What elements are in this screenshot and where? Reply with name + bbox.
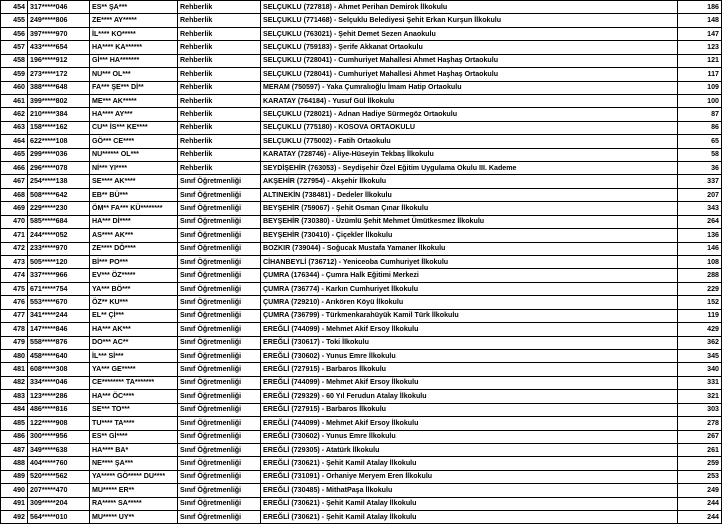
school-cell: BEYŞEHİR (730380) - Üzümlü Şehit Mehmet Ümütkesmez İlkokulu bbox=[261, 215, 678, 228]
row-index-cell: 488 bbox=[1, 457, 28, 470]
table-row bbox=[1, 54, 722, 67]
masked-id-cell: 486*****816 bbox=[28, 403, 90, 416]
branch-cell: Sınıf Öğretmenliği bbox=[178, 457, 261, 470]
school-cell: ÇUMRA (736799) - Türkmenkarahüyük Kamil Türk İlkokulu bbox=[261, 309, 678, 322]
table-row bbox=[1, 14, 722, 27]
masked-name-cell: ES** Gİ**** bbox=[90, 430, 178, 443]
table-row bbox=[1, 68, 722, 81]
masked-id-cell: 296*****078 bbox=[28, 162, 90, 175]
score-cell: 337 bbox=[678, 175, 722, 188]
table-row bbox=[1, 94, 722, 107]
school-cell: SELÇUKLU (759183) - Şerife Akkanat Ortaokulu bbox=[261, 41, 678, 54]
masked-id-cell: 207*****470 bbox=[28, 484, 90, 497]
masked-id-cell: 608*****308 bbox=[28, 363, 90, 376]
table-row bbox=[1, 390, 722, 403]
school-cell: EREĞLİ (730602) - Yunus Emre İlkokulu bbox=[261, 349, 678, 362]
branch-cell: Rehberlik bbox=[178, 14, 261, 27]
masked-id-cell: 585*****684 bbox=[28, 215, 90, 228]
table-row bbox=[1, 309, 722, 322]
school-cell: EREĞLİ (730602) - Yunus Emre İlkokulu bbox=[261, 430, 678, 443]
table-row bbox=[1, 81, 722, 94]
score-cell: 109 bbox=[678, 81, 722, 94]
table-row bbox=[1, 457, 722, 470]
masked-name-cell: NU****** OL*** bbox=[90, 148, 178, 161]
masked-id-cell: 671*****754 bbox=[28, 282, 90, 295]
branch-cell: Sınıf Öğretmenliği bbox=[178, 282, 261, 295]
branch-cell: Rehberlik bbox=[178, 41, 261, 54]
table-row bbox=[1, 229, 722, 242]
score-cell: 146 bbox=[678, 242, 722, 255]
school-cell: ÇUMRA (729210) - Arıkören Köyü İlkokulu bbox=[261, 296, 678, 309]
row-index-cell: 474 bbox=[1, 269, 28, 282]
masked-id-cell: 553*****670 bbox=[28, 296, 90, 309]
branch-cell: Sınıf Öğretmenliği bbox=[178, 242, 261, 255]
masked-id-cell: 244*****052 bbox=[28, 229, 90, 242]
table-row bbox=[1, 269, 722, 282]
table-row bbox=[1, 121, 722, 134]
masked-id-cell: 558*****876 bbox=[28, 336, 90, 349]
row-index-cell: 481 bbox=[1, 363, 28, 376]
school-cell: EREĞLİ (744099) - Mehmet Akif Ersoy İlkokulu bbox=[261, 417, 678, 430]
row-index-cell: 454 bbox=[1, 1, 28, 14]
row-index-cell: 462 bbox=[1, 108, 28, 121]
masked-id-cell: 337*****966 bbox=[28, 269, 90, 282]
table-row bbox=[1, 215, 722, 228]
row-index-cell: 485 bbox=[1, 417, 28, 430]
masked-name-cell: ES** ŞA*** bbox=[90, 1, 178, 14]
score-cell: 108 bbox=[678, 256, 722, 269]
school-cell: EREĞLİ (729329) - 60 Yıl Ferudun Atalay İlkokulu bbox=[261, 390, 678, 403]
masked-id-cell: 249*****806 bbox=[28, 14, 90, 27]
table-row bbox=[1, 108, 722, 121]
masked-id-cell: 273*****172 bbox=[28, 68, 90, 81]
masked-id-cell: 564*****010 bbox=[28, 511, 90, 524]
table-row bbox=[1, 363, 722, 376]
table-row bbox=[1, 242, 722, 255]
score-cell: 429 bbox=[678, 323, 722, 336]
masked-id-cell: 196*****912 bbox=[28, 54, 90, 67]
branch-cell: Sınıf Öğretmenliği bbox=[178, 363, 261, 376]
score-cell: 186 bbox=[678, 1, 722, 14]
table-row bbox=[1, 349, 722, 362]
masked-name-cell: YA*** BÖ*** bbox=[90, 282, 178, 295]
masked-id-cell: 622*****108 bbox=[28, 135, 90, 148]
branch-cell: Sınıf Öğretmenliği bbox=[178, 229, 261, 242]
school-cell: EREĞLİ (730617) - Toki İlkokulu bbox=[261, 336, 678, 349]
branch-cell: Rehberlik bbox=[178, 68, 261, 81]
branch-cell: Sınıf Öğretmenliği bbox=[178, 390, 261, 403]
score-cell: 207 bbox=[678, 188, 722, 201]
score-cell: 100 bbox=[678, 94, 722, 107]
score-cell: 261 bbox=[678, 443, 722, 456]
score-cell: 249 bbox=[678, 484, 722, 497]
table-row bbox=[1, 323, 722, 336]
row-index-cell: 479 bbox=[1, 336, 28, 349]
score-cell: 58 bbox=[678, 148, 722, 161]
masked-name-cell: SE*** TO*** bbox=[90, 403, 178, 416]
table-row bbox=[1, 282, 722, 295]
table-row bbox=[1, 417, 722, 430]
score-cell: 331 bbox=[678, 376, 722, 389]
masked-id-cell: 334*****046 bbox=[28, 376, 90, 389]
score-cell: 65 bbox=[678, 135, 722, 148]
score-cell: 264 bbox=[678, 215, 722, 228]
masked-name-cell: ZE**** AY***** bbox=[90, 14, 178, 27]
masked-id-cell: 397*****970 bbox=[28, 27, 90, 40]
branch-cell: Sınıf Öğretmenliği bbox=[178, 403, 261, 416]
masked-name-cell: ÖM** FA*** KÜ******** bbox=[90, 202, 178, 215]
masked-id-cell: 158*****162 bbox=[28, 121, 90, 134]
row-index-cell: 457 bbox=[1, 41, 28, 54]
school-cell: KARATAY (764184) - Yusuf Gül İlkokulu bbox=[261, 94, 678, 107]
masked-name-cell: CU** İS*** KE**** bbox=[90, 121, 178, 134]
table-row bbox=[1, 256, 722, 269]
table-row bbox=[1, 497, 722, 510]
row-index-cell: 476 bbox=[1, 296, 28, 309]
table-row bbox=[1, 336, 722, 349]
branch-cell: Sınıf Öğretmenliği bbox=[178, 484, 261, 497]
row-index-cell: 484 bbox=[1, 403, 28, 416]
table-body bbox=[1, 1, 722, 524]
branch-cell: Sınıf Öğretmenliği bbox=[178, 202, 261, 215]
score-cell: 152 bbox=[678, 296, 722, 309]
branch-cell: Sınıf Öğretmenliği bbox=[178, 336, 261, 349]
branch-cell: Rehberlik bbox=[178, 1, 261, 14]
branch-cell: Sınıf Öğretmenliği bbox=[178, 215, 261, 228]
masked-name-cell: HA**** BA* bbox=[90, 443, 178, 456]
masked-id-cell: 233*****970 bbox=[28, 242, 90, 255]
table-row bbox=[1, 470, 722, 483]
row-index-cell: 486 bbox=[1, 430, 28, 443]
masked-name-cell: NU*** OL*** bbox=[90, 68, 178, 81]
masked-id-cell: 520*****562 bbox=[28, 470, 90, 483]
school-cell: SELÇUKLU (728021) - Adnan Hadiye Sürmegöz Ortaokulu bbox=[261, 108, 678, 121]
school-cell: EREĞLİ (744099) - Mehmet Akif Ersoy İlkokulu bbox=[261, 376, 678, 389]
masked-name-cell: RA***** SA***** bbox=[90, 497, 178, 510]
masked-id-cell: 210*****384 bbox=[28, 108, 90, 121]
masked-name-cell: İL**** KO***** bbox=[90, 27, 178, 40]
school-cell: CİHANBEYLİ (736712) - Yeniceoba Cumhuriyet İlkokulu bbox=[261, 256, 678, 269]
masked-id-cell: 388*****648 bbox=[28, 81, 90, 94]
score-cell: 340 bbox=[678, 363, 722, 376]
masked-name-cell: TU**** TA**** bbox=[90, 417, 178, 430]
table-row bbox=[1, 443, 722, 456]
branch-cell: Rehberlik bbox=[178, 135, 261, 148]
row-index-cell: 475 bbox=[1, 282, 28, 295]
row-index-cell: 489 bbox=[1, 470, 28, 483]
school-cell: SEYDİŞEHİR (763053) - Seydişehir Özel Eğitim Uygulama Okulu III. Kademe bbox=[261, 162, 678, 175]
masked-name-cell: HA*** ÖC**** bbox=[90, 390, 178, 403]
branch-cell: Rehberlik bbox=[178, 27, 261, 40]
score-cell: 253 bbox=[678, 470, 722, 483]
school-cell: AKŞEHİR (727954) - Akşehir İlkokulu bbox=[261, 175, 678, 188]
score-cell: 121 bbox=[678, 54, 722, 67]
masked-name-cell: CE******** TA******* bbox=[90, 376, 178, 389]
table-row bbox=[1, 511, 722, 524]
school-cell: SELÇUKLU (727818) - Ahmet Perihan Demirok İlkokulu bbox=[261, 1, 678, 14]
score-cell: 147 bbox=[678, 27, 722, 40]
masked-id-cell: 317*****046 bbox=[28, 1, 90, 14]
row-index-cell: 460 bbox=[1, 81, 28, 94]
school-cell: EREĞLİ (744099) - Mehmet Akif Ersoy İlkokulu bbox=[261, 323, 678, 336]
masked-name-cell: ME*** AK***** bbox=[90, 94, 178, 107]
score-cell: 87 bbox=[678, 108, 722, 121]
school-cell: BOZKIR (739044) - Soğucak Mustafa Yamaner İlkokulu bbox=[261, 242, 678, 255]
table-row bbox=[1, 296, 722, 309]
school-cell: EREĞLİ (731091) - Orhaniye Meryem Eren İlkokulu bbox=[261, 470, 678, 483]
masked-id-cell: 299*****036 bbox=[28, 148, 90, 161]
school-cell: EREĞLİ (729305) - Atatürk İlkokulu bbox=[261, 443, 678, 456]
school-cell: ÇUMRA (176344) - Çumra Halk Eğitimi Merkezi bbox=[261, 269, 678, 282]
row-index-cell: 465 bbox=[1, 148, 28, 161]
table-row bbox=[1, 175, 722, 188]
table-row bbox=[1, 1, 722, 14]
branch-cell: Sınıf Öğretmenliği bbox=[178, 443, 261, 456]
school-cell: SELÇUKLU (728041) - Cumhuriyet Mahallesi Ahmet Haşhaş Ortaokulu bbox=[261, 54, 678, 67]
score-cell: 36 bbox=[678, 162, 722, 175]
branch-cell: Sınıf Öğretmenliği bbox=[178, 269, 261, 282]
table-row bbox=[1, 27, 722, 40]
school-cell: MERAM (750597) - Yaka Çumralıoğlu İmam Hatip Ortaokulu bbox=[261, 81, 678, 94]
masked-id-cell: 254*****138 bbox=[28, 175, 90, 188]
branch-cell: Sınıf Öğretmenliği bbox=[178, 296, 261, 309]
masked-name-cell: NE**** ŞA*** bbox=[90, 457, 178, 470]
masked-id-cell: 341*****244 bbox=[28, 309, 90, 322]
masked-name-cell: EL** Çİ*** bbox=[90, 309, 178, 322]
score-cell: 119 bbox=[678, 309, 722, 322]
masked-id-cell: 404*****760 bbox=[28, 457, 90, 470]
row-index-cell: 470 bbox=[1, 215, 28, 228]
row-index-cell: 469 bbox=[1, 202, 28, 215]
table-row bbox=[1, 162, 722, 175]
masked-id-cell: 300*****956 bbox=[28, 430, 90, 443]
branch-cell: Rehberlik bbox=[178, 54, 261, 67]
table-row bbox=[1, 135, 722, 148]
branch-cell: Sınıf Öğretmenliği bbox=[178, 323, 261, 336]
score-cell: 321 bbox=[678, 390, 722, 403]
masked-id-cell: 508*****642 bbox=[28, 188, 90, 201]
row-index-cell: 478 bbox=[1, 323, 28, 336]
score-cell: 267 bbox=[678, 430, 722, 443]
school-cell: ÇUMRA (736774) - Karkın Cumhuriyet İlkokulu bbox=[261, 282, 678, 295]
school-cell: SELÇUKLU (763021) - Şehit Demet Sezen Anaokulu bbox=[261, 27, 678, 40]
branch-cell: Sınıf Öğretmenliği bbox=[178, 256, 261, 269]
branch-cell: Sınıf Öğretmenliği bbox=[178, 430, 261, 443]
row-index-cell: 487 bbox=[1, 443, 28, 456]
masked-id-cell: 458*****640 bbox=[28, 349, 90, 362]
score-cell: 362 bbox=[678, 336, 722, 349]
masked-id-cell: 123*****286 bbox=[28, 390, 90, 403]
branch-cell: Sınıf Öğretmenliği bbox=[178, 511, 261, 524]
branch-cell: Rehberlik bbox=[178, 148, 261, 161]
masked-id-cell: 349*****638 bbox=[28, 443, 90, 456]
school-cell: EREĞLİ (730485) - MithatPaşa İlkokulu bbox=[261, 484, 678, 497]
school-cell: EREĞLİ (727915) - Barbaros İlkokulu bbox=[261, 363, 678, 376]
row-index-cell: 482 bbox=[1, 376, 28, 389]
table-row bbox=[1, 430, 722, 443]
row-index-cell: 471 bbox=[1, 229, 28, 242]
score-cell: 278 bbox=[678, 417, 722, 430]
masked-name-cell: MU***** UY** bbox=[90, 511, 178, 524]
masked-name-cell: ÖZ** KU*** bbox=[90, 296, 178, 309]
table-row bbox=[1, 376, 722, 389]
row-index-cell: 483 bbox=[1, 390, 28, 403]
score-cell: 259 bbox=[678, 457, 722, 470]
masked-id-cell: 147*****846 bbox=[28, 323, 90, 336]
table-row bbox=[1, 484, 722, 497]
school-cell: SELÇUKLU (775002) - Fatih Ortaokulu bbox=[261, 135, 678, 148]
masked-name-cell: HA*** AK*** bbox=[90, 323, 178, 336]
masked-name-cell: MU***** ER** bbox=[90, 484, 178, 497]
masked-name-cell: FA*** ŞE*** Dİ** bbox=[90, 81, 178, 94]
score-cell: 303 bbox=[678, 403, 722, 416]
score-cell: 343 bbox=[678, 202, 722, 215]
score-cell: 117 bbox=[678, 68, 722, 81]
masked-name-cell: YA***** GÖ***** DU**** bbox=[90, 470, 178, 483]
masked-id-cell: 122*****908 bbox=[28, 417, 90, 430]
row-index-cell: 455 bbox=[1, 14, 28, 27]
table-row bbox=[1, 403, 722, 416]
branch-cell: Sınıf Öğretmenliği bbox=[178, 349, 261, 362]
row-index-cell: 458 bbox=[1, 54, 28, 67]
school-cell: EREĞLİ (727915) - Barbaros İlkokulu bbox=[261, 403, 678, 416]
school-cell: EREĞLİ (730621) - Şehit Kamil Atalay İlkokulu bbox=[261, 497, 678, 510]
score-cell: 123 bbox=[678, 41, 722, 54]
masked-name-cell: EB** BÜ*** bbox=[90, 188, 178, 201]
row-index-cell: 472 bbox=[1, 242, 28, 255]
school-cell: EREĞLİ (730621) - Şehit Kamil Atalay İlkokulu bbox=[261, 457, 678, 470]
score-cell: 244 bbox=[678, 511, 722, 524]
branch-cell: Sınıf Öğretmenliği bbox=[178, 188, 261, 201]
row-index-cell: 468 bbox=[1, 188, 28, 201]
school-cell: SELÇUKLU (728041) - Cumhuriyet Mahallesi Ahmet Haşhaş Ortaokulu bbox=[261, 68, 678, 81]
masked-name-cell: DO*** AC** bbox=[90, 336, 178, 349]
branch-cell: Sınıf Öğretmenliği bbox=[178, 376, 261, 389]
masked-name-cell: SE**** AK**** bbox=[90, 175, 178, 188]
branch-cell: Sınıf Öğretmenliği bbox=[178, 497, 261, 510]
row-index-cell: 461 bbox=[1, 94, 28, 107]
score-cell: 244 bbox=[678, 497, 722, 510]
masked-name-cell: ZE**** DÖ**** bbox=[90, 242, 178, 255]
branch-cell: Rehberlik bbox=[178, 108, 261, 121]
row-index-cell: 480 bbox=[1, 349, 28, 362]
masked-name-cell: EV*** ÖZ***** bbox=[90, 269, 178, 282]
score-cell: 86 bbox=[678, 121, 722, 134]
branch-cell: Sınıf Öğretmenliği bbox=[178, 175, 261, 188]
row-index-cell: 459 bbox=[1, 68, 28, 81]
score-cell: 345 bbox=[678, 349, 722, 362]
branch-cell: Rehberlik bbox=[178, 94, 261, 107]
score-cell: 148 bbox=[678, 14, 722, 27]
table-row bbox=[1, 41, 722, 54]
masked-name-cell: İL*** Sİ*** bbox=[90, 349, 178, 362]
table-row bbox=[1, 188, 722, 201]
masked-id-cell: 309*****204 bbox=[28, 497, 90, 510]
score-cell: 288 bbox=[678, 269, 722, 282]
masked-name-cell: HA**** KA****** bbox=[90, 41, 178, 54]
school-cell: BEYŞEHİR (759067) - Şehit Osman Çınar İlkokulu bbox=[261, 202, 678, 215]
masked-id-cell: 505*****120 bbox=[28, 256, 90, 269]
row-index-cell: 473 bbox=[1, 256, 28, 269]
branch-cell: Sınıf Öğretmenliği bbox=[178, 417, 261, 430]
row-index-cell: 490 bbox=[1, 484, 28, 497]
row-index-cell: 466 bbox=[1, 162, 28, 175]
school-cell: SELÇUKLU (775180) - KOSOVA ORTAOKULU bbox=[261, 121, 678, 134]
masked-name-cell: AS**** AK*** bbox=[90, 229, 178, 242]
masked-name-cell: Gİ*** HA******* bbox=[90, 54, 178, 67]
branch-cell: Rehberlik bbox=[178, 81, 261, 94]
row-index-cell: 491 bbox=[1, 497, 28, 510]
table-row bbox=[1, 148, 722, 161]
masked-name-cell: GÖ*** CE**** bbox=[90, 135, 178, 148]
score-cell: 136 bbox=[678, 229, 722, 242]
masked-name-cell: HA**** AY*** bbox=[90, 108, 178, 121]
row-index-cell: 464 bbox=[1, 135, 28, 148]
school-cell: BEYŞEHİR (730410) - Çiçekler İlkokulu bbox=[261, 229, 678, 242]
school-cell: EREĞLİ (730621) - Şehit Kamil Atalay İlkokulu bbox=[261, 511, 678, 524]
masked-id-cell: 229*****230 bbox=[28, 202, 90, 215]
school-cell: KARATAY (728746) - Aliye-Hüseyin Tekbaş İlkokulu bbox=[261, 148, 678, 161]
branch-cell: Rehberlik bbox=[178, 121, 261, 134]
masked-id-cell: 433*****654 bbox=[28, 41, 90, 54]
row-index-cell: 467 bbox=[1, 175, 28, 188]
row-index-cell: 492 bbox=[1, 511, 28, 524]
school-cell: SELÇUKLU (771468) - Selçuklu Belediyesi Şehit Erkan Kurşun İlkokulu bbox=[261, 14, 678, 27]
row-index-cell: 456 bbox=[1, 27, 28, 40]
branch-cell: Sınıf Öğretmenliği bbox=[178, 470, 261, 483]
row-index-cell: 477 bbox=[1, 309, 28, 322]
masked-name-cell: HA*** Dİ**** bbox=[90, 215, 178, 228]
masked-name-cell: YA*** GE***** bbox=[90, 363, 178, 376]
masked-id-cell: 399*****802 bbox=[28, 94, 90, 107]
masked-name-cell: Nİ*** YI**** bbox=[90, 162, 178, 175]
table-row bbox=[1, 202, 722, 215]
masked-name-cell: Bİ*** PO*** bbox=[90, 256, 178, 269]
score-cell: 229 bbox=[678, 282, 722, 295]
branch-cell: Rehberlik bbox=[178, 162, 261, 175]
school-cell: ALTINEKİN (738481) - Dedeler İlkokulu bbox=[261, 188, 678, 201]
branch-cell: Sınıf Öğretmenliği bbox=[178, 309, 261, 322]
row-index-cell: 463 bbox=[1, 121, 28, 134]
